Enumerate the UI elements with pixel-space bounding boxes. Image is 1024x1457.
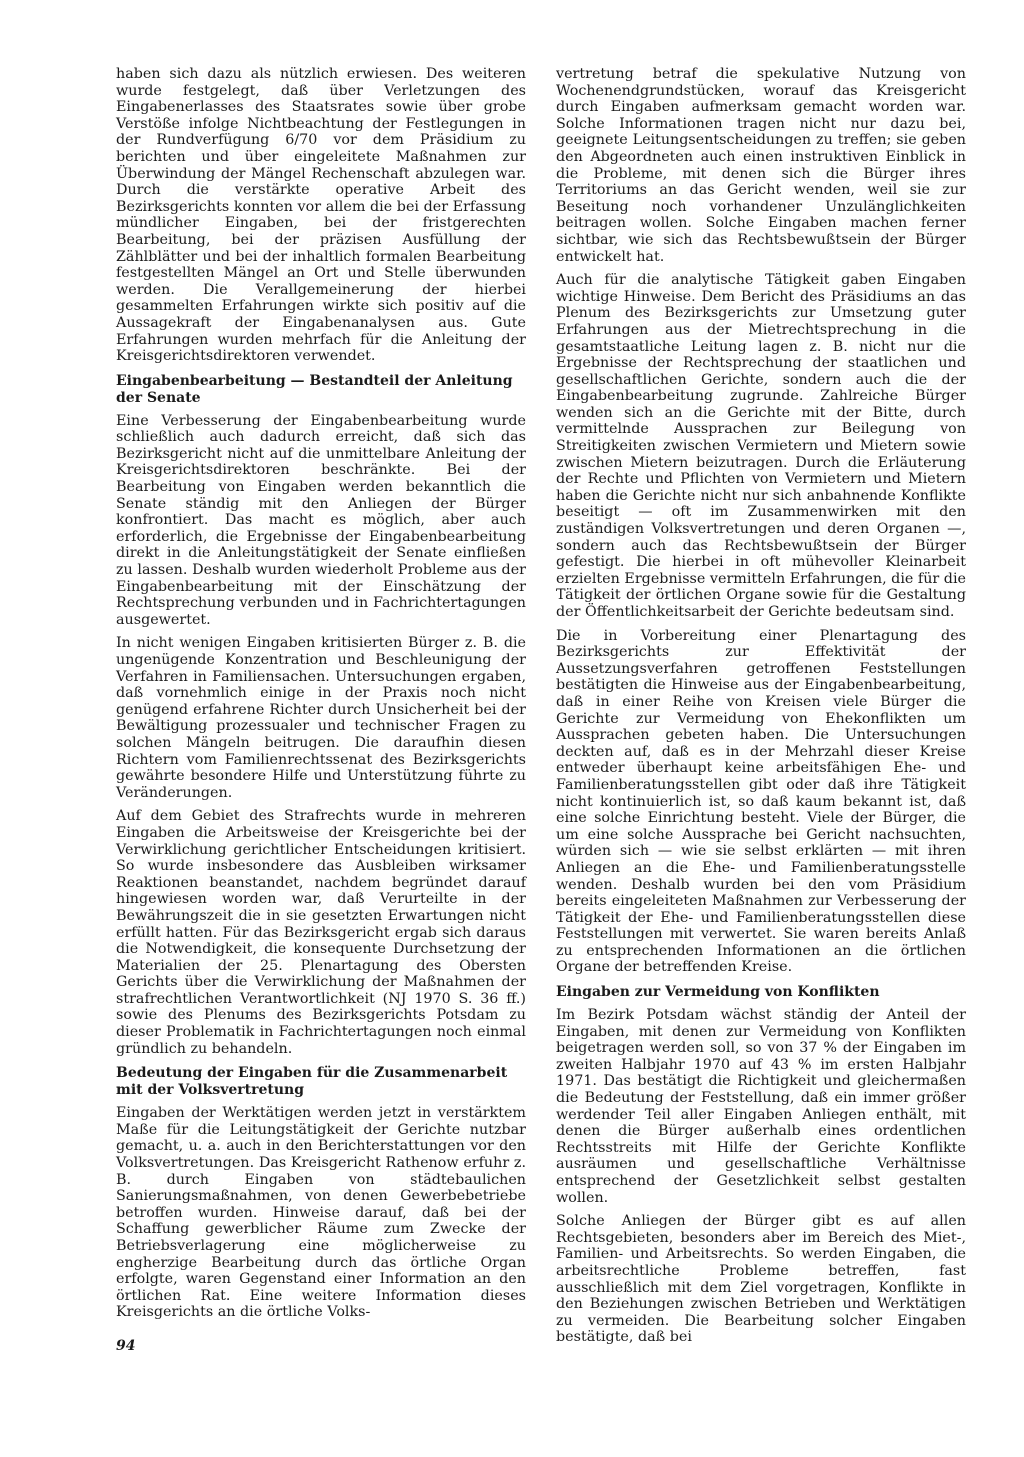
left-column: [116, 66, 526, 1328]
paragraph: Solche Anliegen der Bürger gibt es auf allen Rechtsgebieten, besonders aber im Bereich des Miet-, Familien- und Arbeitsrechts. So werden Eingaben, die arbeitsrechtliche Probleme betreffen, fast ausschließlich mit dem Ziel vorgetragen, Konflikte in den Beziehungen zwischen Betrieben und Werktätigen zu vermeiden. Die Bearbeitung solcher Eingaben bestätigte, daß bei: [556, 1213, 966, 1346]
right-column: [556, 66, 966, 1353]
paragraph: haben sich dazu als nützlich erwiesen. Des weiteren wurde festgelegt, daß über Verletzungen des Eingabenerlasses des Staatsrates sowie über grobe Verstöße infolge Nichtbeachtung der Festlegungen in der Rundverfügung 6/70 vor dem Präsidium zu berichten und über eingeleitete Maßnahmen zur Überwindung der Mängel Rechenschaft abzulegen war. Durch die verstärkte operative Arbeit des Bezirksgerichts konnten vor allem die bei der Erfassung mündlicher Eingaben, bei der fristgerechten Bearbeitung, bei der präzisen Ausfüllung der Zählblätter und bei der inhaltlich formalen Bearbeitung festgestellten Mängel an Ort und Stelle überwunden werden. Die Verallgemeinerung der hierbei gesammelten Erfahrungen wirkte sich positiv auf die Aussagekraft der Eingabenanalysen aus. Gute Erfahrungen wurden mehrfach für die Anleitung der Kreisgerichtsdirektoren verwendet.: [116, 66, 526, 365]
paragraph: vertretung betraf die spekulative Nutzung von Wochenendgrundstücken, worauf das Kreisgericht durch Eingaben aufmerksam gemacht worden war. Solche Informationen tragen nicht nur dazu bei, geeignete Leitungsentscheidungen zu treffen; sie geben den Abgeordneten auch einen instruktiven Einblick in die Probleme, mit denen sich die Bürger ihres Territoriums an das Gericht wenden, weil sie zur Beseitung noch vorhandener Unzulänglichkeiten beitragen wollen. Solche Eingaben machen ferner sichtbar, wie sich das Rechtsbewußtsein der Bürger entwickelt hat.: [556, 66, 966, 265]
paragraph: Auch für die analytische Tätigkeit gaben Eingaben wichtige Hinweise. Dem Bericht des Präsidiums an das Plenum des Bezirksgerichts zur Umsetzung guter Erfahrungen aus der Mietrechtsprechung in die gesamtstaatliche Leitung lagen z. B. nicht nur die Ergebnisse der Rechtsprechung der staatlichen und gesellschaftlichen Gerichte, sondern auch die der Eingabenbearbeitung zugrunde. Zahlreiche Bürger wenden sich an die Gerichte mit der Bitte, durch vermittelnde Aussprachen zur Beilegung von Streitigkeiten zwischen Vermietern und Mietern sowie zwischen Mietern beizutragen. Durch die Erläuterung der Rechte und Pflichten von Vermietern und Mietern haben die Gerichte nicht nur sich anbahnende Konflikte beseitigt — oft im Zusammenwirken mit den zuständigen Volksvertretungen und deren Organen —, sondern auch das Rechtsbewußtsein der Bürger gefestigt. Die hierbei in oft mühevoller Kleinarbeit erzielten Ergebnisse vermitteln Erfahrungen, die für die Tätigkeit der örtlichen Organe sowie für die Gestaltung der Öffentlichkeitsarbeit der Gerichte bedeutsam sind.: [556, 272, 966, 620]
section-heading: Bedeutung der Eingaben für die Zusammenarbeit mit der Volksvertretung: [116, 1065, 508, 1099]
section-heading: Eingaben zur Vermeidung von Konflikten: [556, 984, 880, 1001]
paragraph: Eine Verbesserung der Eingabenbearbeitung wurde schließlich auch dadurch erreicht, daß sich das Bezirksgericht nicht auf die unmittelbare Anleitung der Kreisgerichtsdirektoren beschränkte. Bei der Bearbeitung von Eingaben werden bekanntlich die Senate ständig mit den Anliegen der Bürger konfrontiert. Das macht es möglich, aber auch erforderlich, die Ergebnisse der Eingabenbearbeitung direkt in die Anleitungstätigkeit der Senate einfließen zu lassen. Deshalb wurden wiederholt Probleme aus der Eingabenbearbeitung mit der Einschätzung der Rechtsprechung verbunden und in Fachrichtertagungen ausgewertet.: [116, 412, 526, 628]
section-heading: Eingabenbearbeitung — Bestandteil der Anleitung der Senate: [116, 372, 513, 406]
paragraph: Auf dem Gebiet des Strafrechts wurde in mehreren Eingaben die Arbeitsweise der Kreisgerichte bei der Verwirklichung gerichtlicher Entscheidungen kritisiert. So wurde insbesondere das Ausbleiben wirksamer Reaktionen beanstandet, nachdem begründet darauf hingewiesen worden war, daß Verurteilte in der Bewährungszeit die in sie gesetzten Erwartungen nicht erfüllt hatten. Für das Bezirksgericht ergab sich daraus die Notwendigkeit, die konsequente Durchsetzung der Materialien der 25. Plenartagung des Obersten Gerichts über die Verwirklichung der Maßnahmen der strafrechtlichen Verantwortlichkeit (NJ 1970 S. 36 ff.) sowie des Plenums des Bezirksgerichts Potsdam zu dieser Problematik in Fachrichtertagungen noch einmal gründlich zu behandeln.: [116, 808, 526, 1057]
paragraph: Im Bezirk Potsdam wächst ständig der Anteil der Eingaben, mit denen zur Vermeidung von Konflikten beigetragen werden soll, so von 37 % der Eingaben im zweiten Halbjahr 1970 auf 43 % im ersten Halbjahr 1971. Das bestätigt die Richtigkeit und gleichermaßen die Bedeutung der Feststellung, daß ein immer größer werdender Teil aller Eingaben Anliegen enthält, mit denen die Bürger außerhalb eines ordentlichen Rechtsstreits mit Hilfe der Gerichte Konflikte ausräumen und gesellschaftliche Verhältnisse entsprechend der Gesetzlichkeit selbst gestalten wollen.: [556, 1007, 966, 1206]
paragraph: In nicht wenigen Eingaben kritisierten Bürger z. B. die ungenügende Konzentration und Beschleunigung der Verfahren in Familiensachen. Untersuchungen ergaben, daß vornehmlich einige in der Praxis noch nicht genügend erfahrene Richter durch Unsicherheit bei der Bewältigung prozessualer und technischer Fragen zu solchen Mängeln beitrugen. Die daraufhin diesen Richtern vom Familienrechtssenat des Bezirksgerichts gewährte besondere Hilfe und Unterstützung führte zu Veränderungen.: [116, 635, 526, 801]
page-number: 94: [116, 1338, 136, 1354]
paragraph: Eingaben der Werktätigen werden jetzt in verstärktem Maße für die Leitungstätigkeit der Gerichte nutzbar gemacht, u. a. auch in den Berichterstattungen vor den Volksvertretungen. Das Kreisgericht Rathenow erfuhr z. B. durch Eingaben von städtebaulichen Sanierungsmaßnahmen, von denen Gewerbebetriebe betroffen wurden. Hinweise darauf, daß bei der Schaffung gewerblicher Räume zum Zwecke der Betriebsverlagerung eine möglicherweise zu engherzige Bearbeitung durch das örtliche Organ erfolgte, waren Gegenstand einer Information an den örtlichen Rat. Eine weitere Information dieses Kreisgerichts an die örtliche Volks-: [116, 1105, 526, 1321]
paragraph: Die in Vorbereitung einer Plenartagung des Bezirksgerichts zur Effektivität der Aussetzungsverfahren getroffenen Feststellungen bestätigten die Hinweise aus der Eingabenbearbeitung, daß in einer Reihe von Kreisen viele Bürger die Gerichte zur Vermeidung von Ehekonflikten um Aussprachen gebeten haben. Die Untersuchungen deckten auf, daß es in der Mehrzahl dieser Kreise entweder überhaupt keine arbeitsfähigen Ehe- und Familienberatungsstellen gibt oder daß ihre Tätigkeit nicht kontinuierlich ist, so daß kaum bekannt ist, daß eine solche Einrichtung besteht. Viele der Bürger, die um eine solche Aussprache bei Gericht nachsuchten, würden sich — wie sie selbst erklärten — mit ihren Anliegen an die Ehe- und Familienberatungsstelle wenden. Deshalb wurden bei den vom Präsidium bereits eingeleiteten Maßnahmen zur Verbesserung der Tätigkeit der Ehe- und Familienberatungsstellen diese Feststellungen mit verwertet. Sie waren bereits Anlaß zu entsprechenden Informationen an die örtlichen Organe der betreffenden Kreise.: [556, 627, 966, 976]
